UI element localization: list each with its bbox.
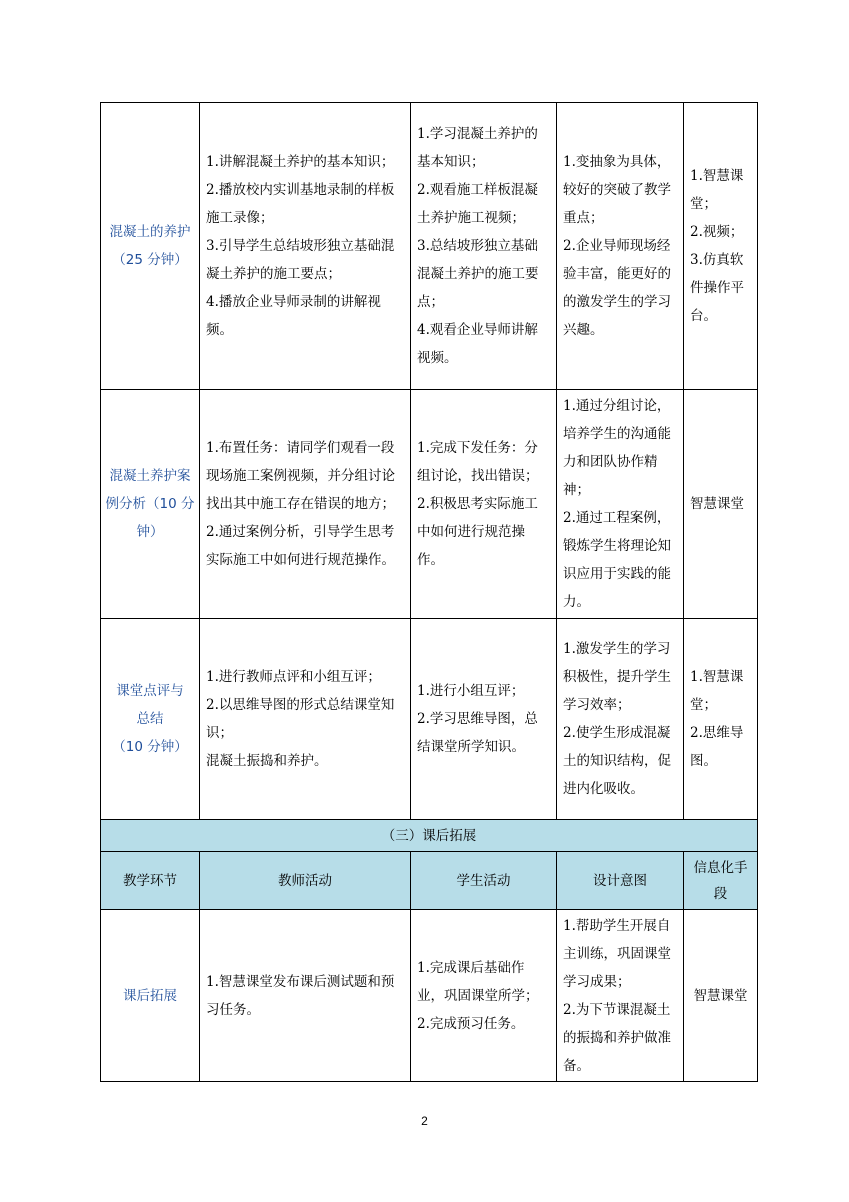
design-intent-cell xyxy=(557,910,684,1082)
text-line: 1.通过分组讨论，培养学生的沟通能力和团队协作精神； xyxy=(563,398,671,498)
text-line: 1.布置任务：请同学们观看一段现场施工案例视频，并分组讨论找出其中施工存在错误的地方； xyxy=(206,440,395,512)
text-line: 2.通过案例分析，引导学生思考实际施工中如何进行规范操作。 xyxy=(206,524,395,568)
text-line: 1.激发学生的学习积极性，提升学生学习效率； xyxy=(563,641,671,713)
text-line: 智慧课堂 xyxy=(690,496,744,512)
table-row xyxy=(101,103,758,390)
text-line: 1.学习混凝土养护的基本知识； xyxy=(417,126,538,170)
header-cell: 设计意图 xyxy=(557,852,684,910)
text-line: （10 分钟） xyxy=(112,739,188,755)
text-line: 2.使学生形成混凝土的知识结构，促进内化吸收。 xyxy=(563,725,671,797)
lesson-plan-table xyxy=(100,102,758,1082)
text-line: 3.总结坡形独立基础混凝土养护的施工要点； xyxy=(417,238,539,310)
text-line: 1.帮助学生开展自主训练，巩固课堂学习成果； xyxy=(563,917,671,990)
section-title: （三）课后拓展 xyxy=(101,820,758,852)
info-means-cell xyxy=(684,390,758,619)
text-line: 课堂点评与 xyxy=(116,683,184,699)
student-activity-cell xyxy=(411,619,557,820)
header-cell: 教师活动 xyxy=(200,852,411,910)
text-line: 2.视频； xyxy=(690,224,744,240)
section-band-row xyxy=(101,820,758,852)
text-line: 2.思维导图。 xyxy=(690,725,744,769)
text-line: 2.积极思考实际施工中如何进行规范操作。 xyxy=(417,496,538,568)
header-cell: 学生活动 xyxy=(411,852,557,910)
design-intent-cell xyxy=(557,390,684,619)
text-line: 1.完成下发任务：分组讨论，找出错误； xyxy=(417,440,539,484)
header-cell: 教学环节 xyxy=(101,852,200,910)
text-line: 1.智慧课堂； xyxy=(690,669,744,713)
info-means-cell xyxy=(684,910,758,1082)
text-line: 1.智慧课堂发布课后测试题和预习任务。 xyxy=(206,973,395,1018)
text-line: 1.进行小组互评； xyxy=(417,683,525,699)
text-line: 1.讲解混凝土养护的基本知识； xyxy=(206,154,395,170)
text-line: 1.变抽象为具体，较好的突破了教学重点； xyxy=(563,154,671,226)
student-activity-cell xyxy=(411,103,557,390)
text-line: 2.完成预习任务。 xyxy=(417,1015,525,1032)
text-line: 4.观看企业导师讲解视频。 xyxy=(417,322,538,366)
info-means-cell xyxy=(684,619,758,820)
header-cell: 信息化手段 xyxy=(684,852,758,910)
text-line: 1.完成课后基础作业，巩固课堂所学； xyxy=(417,959,539,1004)
info-means-cell xyxy=(684,103,758,390)
text-line: 4.播放企业导师录制的讲解视频。 xyxy=(206,294,381,338)
text-line: 1.进行教师点评和小组互评； xyxy=(206,669,381,685)
page-number: 2 xyxy=(421,1114,428,1128)
header-row xyxy=(101,852,758,910)
design-intent-cell xyxy=(557,619,684,820)
text-line: 1.智慧课堂； xyxy=(690,168,744,212)
text-line: 2.播放校内实训基地录制的样板施工录像； xyxy=(206,182,395,226)
text-line: 2.为下节课混凝土的振捣和养护做准备。 xyxy=(563,1001,671,1074)
text-line: 2.观看施工样板混凝土养护施工视频； xyxy=(417,182,538,226)
teacher-activity-cell xyxy=(200,103,411,390)
stage-cell: 课后拓展 xyxy=(101,910,200,1082)
text-line: 3.引导学生总结坡形独立基础混凝土养护的施工要点； xyxy=(206,238,395,282)
teacher-activity-cell xyxy=(200,910,411,1082)
table-row xyxy=(101,619,758,820)
text-line: 2.通过工程案例，锻炼学生将理论知识应用于实践的能力。 xyxy=(563,510,671,610)
text-line: 混凝土振捣和养护。 xyxy=(206,753,328,769)
student-activity-cell xyxy=(411,910,557,1082)
teacher-activity-cell xyxy=(200,619,411,820)
text-line: 2.企业导师现场经验丰富，能更好的的激发学生的学习兴趣。 xyxy=(563,238,671,338)
stage-cell: 混凝土的养护（25 分钟） xyxy=(101,103,200,390)
table-row xyxy=(101,390,758,619)
table-row xyxy=(101,910,758,1082)
text-line: 3.仿真软件操作平台。 xyxy=(690,252,744,324)
design-intent-cell xyxy=(557,103,684,390)
student-activity-cell xyxy=(411,390,557,619)
stage-cell: 混凝土养护案例分析（10 分钟） xyxy=(101,390,200,619)
text-line: 2.学习思维导图，总结课堂所学知识。 xyxy=(417,711,538,755)
teacher-activity-cell xyxy=(200,390,411,619)
text-line: 2.以思维导图的形式总结课堂知识； xyxy=(206,697,395,741)
text-line: 智慧课堂 xyxy=(693,987,748,1004)
stage-cell xyxy=(101,619,200,820)
text-line: 总结 xyxy=(136,711,164,727)
